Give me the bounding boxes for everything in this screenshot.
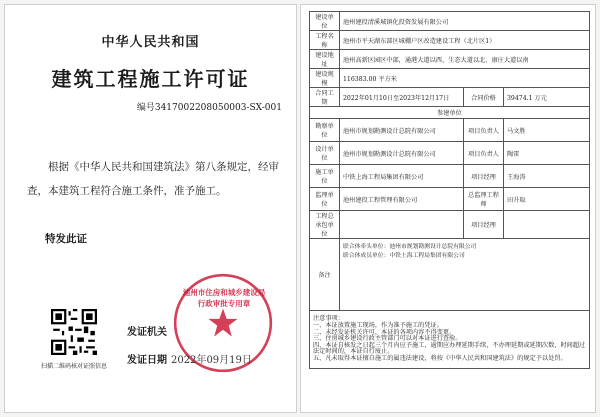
period-label: 合同工期	[310, 88, 340, 107]
unit-role: 项目经理	[464, 165, 504, 188]
remarks-label: 备注	[310, 239, 340, 311]
row-period	[310, 88, 590, 107]
scale-label: 建设规模	[310, 69, 340, 88]
remarks-line: 联合体牵头单位：池州市规划勘测设计总院有限公司	[343, 244, 477, 250]
seal-text: 池州市住房和城乡建设局 行政审批专用章	[182, 288, 266, 308]
unit-role: 项目经理	[464, 211, 504, 239]
issue-date-label: 发证日期	[127, 355, 167, 366]
builder-value: 池州建投清溪城镇化投资发展有限公司	[340, 12, 590, 31]
unit-label: 监理单位	[310, 188, 340, 211]
row-project	[310, 31, 590, 50]
unit-role: 总监理工程师	[464, 188, 504, 211]
permit-number: 编号3417002208050003-SX-001	[136, 103, 282, 113]
unit-name	[340, 211, 464, 239]
scale-value: 116383.00 平方米	[340, 69, 590, 88]
period-value: 2022年01月10日至2023年12月17日	[340, 88, 464, 107]
permit-body-text: 根据《中华人民共和国建筑法》第八条规定，经审查，本建筑工程符合施工条件，准予施工。	[27, 161, 279, 197]
row-address	[310, 50, 590, 69]
project-label: 工程名称	[310, 31, 340, 50]
unit-person: 田升取	[504, 188, 590, 211]
qr-caption: 扫描二维码核对证照信息	[41, 363, 108, 370]
address-value: 池州高新区园区中部，通港大道以西、生态大道以北、康庄大道以南	[340, 50, 590, 69]
address-label: 建设地址	[310, 50, 340, 69]
row-participants-header	[310, 107, 590, 119]
row-remarks	[310, 239, 590, 311]
notes-line: 二、未经发证机关许可，本证的各项内容不得变更。	[313, 328, 456, 336]
qr-code-icon	[51, 309, 97, 355]
notes-line: 三、住房城乡建设行政主管部门可以对本证进行查验。	[313, 335, 462, 343]
price-label: 合同价格	[464, 88, 504, 107]
row-unit	[310, 188, 590, 211]
permit-detail-page	[300, 4, 596, 413]
unit-label: 施工单位	[310, 165, 340, 188]
notes-line: 五、凡未取得本证擅自施工的属违法建设，将按《中华人民共和国建筑法》的规定予以处罚。	[313, 354, 567, 362]
unit-name: 池州建投工程管理有限公司	[340, 188, 464, 211]
remarks-content	[340, 239, 590, 311]
unit-person: 马文胜	[504, 119, 590, 142]
unit-label: 设计单位	[310, 142, 340, 165]
notes-content	[310, 311, 590, 369]
unit-name: 池州市规划勘测设计总院有限公司	[340, 142, 464, 165]
row-notes	[310, 311, 590, 369]
permit-front-page	[4, 4, 297, 413]
unit-person: 陶雷	[504, 142, 590, 165]
participants-header: 参建单位	[310, 107, 590, 119]
notes-title: 注意事项：	[313, 315, 344, 323]
project-value: 池州市平天湖东部区城棚户区改造建设工程（北片区1）	[340, 31, 590, 50]
unit-name: 中铁上海工程局集团有限公司	[340, 165, 464, 188]
remarks-line: 联合体成员单位：中铁上海工程局集团有限公司	[343, 253, 465, 259]
declaration-text: 特发此证	[45, 233, 87, 245]
builder-label: 建设单位	[310, 12, 340, 31]
row-unit	[310, 165, 590, 188]
country-name: 中华人民共和国	[101, 35, 200, 50]
document-title: 建筑工程施工许可证	[51, 67, 250, 91]
row-unit	[310, 142, 590, 165]
issue-date-value: 2022年09月19日	[171, 355, 252, 366]
issue-date-row	[127, 351, 252, 366]
unit-person: 王海涛	[504, 165, 590, 188]
notes-line: 一、本证放置施工现场，作为准予施工的凭证。	[313, 322, 443, 330]
issuer-label: 发证机关	[127, 327, 167, 338]
row-unit	[310, 119, 590, 142]
price-value: 39474.1 万元	[504, 88, 590, 107]
unit-role: 项目负责人	[464, 119, 504, 142]
permit-detail-table	[309, 11, 590, 369]
unit-role: 项目负责人	[464, 142, 504, 165]
unit-person	[504, 211, 590, 239]
row-unit	[310, 211, 590, 239]
unit-name: 池州市规划勘测设计总院有限公司	[340, 119, 464, 142]
unit-label: 工程总承包单位	[310, 211, 340, 239]
row-builder	[310, 12, 590, 31]
row-scale	[310, 69, 590, 88]
notes-line: 四、本证自核发之日起三个月内应予施工，逾期应办理延期手续，不办理延期或延期次数、时间超过法定时间的，本证自行废止。	[313, 341, 586, 356]
unit-label: 勘察单位	[310, 119, 340, 142]
